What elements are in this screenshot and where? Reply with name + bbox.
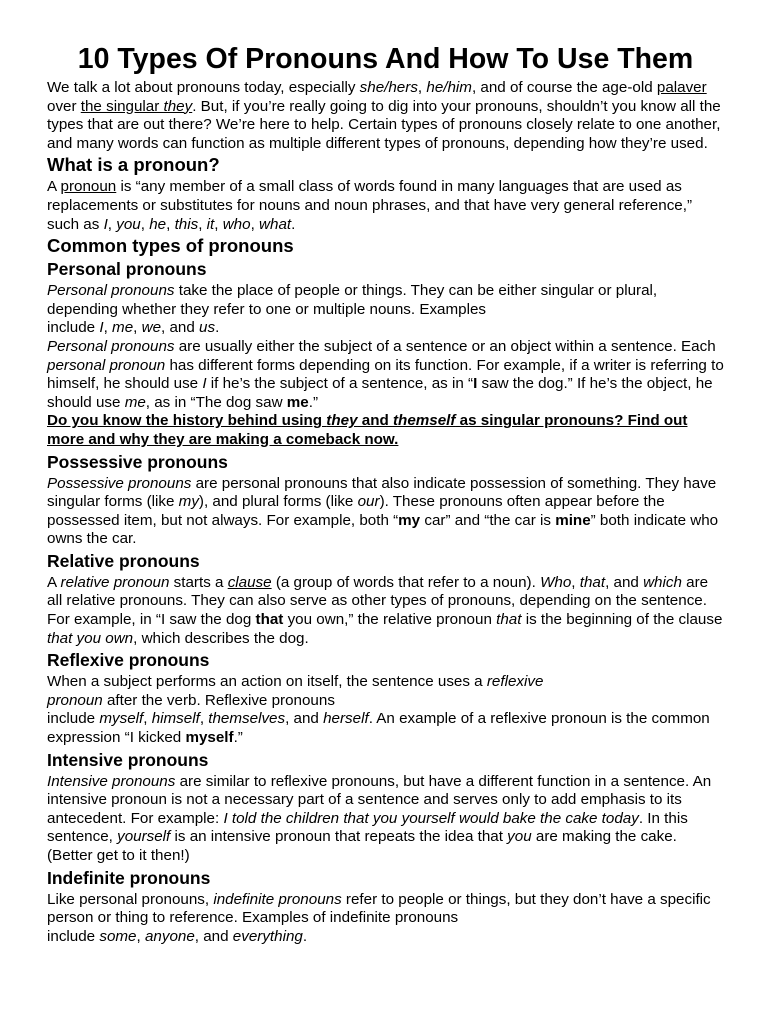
relative-heading: Relative pronouns xyxy=(47,550,200,571)
text: . xyxy=(215,319,220,337)
emphasis: herself xyxy=(323,710,369,728)
emphasis: Intensive pronouns xyxy=(47,772,176,790)
personal-heading: Personal pronouns xyxy=(47,259,207,280)
text: over xyxy=(47,97,81,115)
text: , xyxy=(198,215,207,233)
text: include xyxy=(47,927,100,945)
page-title: 10 Types Of Pronouns And How To Use Them xyxy=(77,43,694,75)
singular-they-callout-link[interactable] xyxy=(47,412,724,449)
personal-paragraph-1 xyxy=(47,282,724,338)
text: take the place of people or things. They can be either singular or plural, depending whether they refer to one or multiple nouns. Examples xyxy=(47,282,658,318)
text: are all relative pronouns. They can also serve as other types of pronouns, depending on the sentence. For example, in “I saw the dog xyxy=(47,573,709,629)
text: , and xyxy=(194,927,233,945)
emphasis: I told the children that you yourself would bake the cake today xyxy=(223,809,639,827)
text: are making the cake. (Better get to it then!) xyxy=(47,828,677,864)
text: has different forms depending on its function. For example, if a writer is referring to himself, he should use xyxy=(47,356,724,393)
intensive-paragraph xyxy=(47,773,724,866)
emphasis: yourself xyxy=(117,828,171,846)
link-text[interactable]: the singular xyxy=(80,97,164,115)
possessive-paragraph xyxy=(47,475,724,549)
emphasis: Personal pronouns xyxy=(47,282,175,300)
text: , xyxy=(571,573,580,591)
emphasis: personal pronoun xyxy=(47,356,166,374)
emphasis: he/him xyxy=(426,79,472,96)
reflexive-paragraph xyxy=(47,673,724,747)
intro-paragraph xyxy=(47,79,724,153)
emphasis: pronoun xyxy=(47,691,103,709)
emphasis: themselves xyxy=(208,710,286,728)
emphasis: us xyxy=(199,319,216,337)
bold: that xyxy=(255,611,284,629)
emphasis: which xyxy=(643,573,682,591)
text: are personal pronouns that also indicate possession of something. They have singular forms (like xyxy=(47,474,717,511)
personal-paragraph-2 xyxy=(47,338,724,412)
emphasis: our xyxy=(357,493,380,511)
emphasis: he xyxy=(149,215,167,233)
text: is “any member of a small class of words found in many languages that are used as replacements or substitutes for nouns and noun phrases, and that have very general reference,” such as xyxy=(47,178,693,233)
link-text[interactable]: Do you know the history behind using xyxy=(47,412,327,430)
text: car” and “the car is xyxy=(420,511,556,529)
text: , which describes the dog. xyxy=(133,629,309,647)
text: When a subject performs an action on itself, the sentence uses a xyxy=(47,673,487,691)
text: , and xyxy=(161,319,200,337)
emphasis: Possessive pronouns xyxy=(47,474,192,492)
text: (a group of words that refer to a noun). xyxy=(271,573,541,591)
text: ” both indicate who owns the car. xyxy=(47,511,719,548)
text: , as in “The dog saw xyxy=(145,393,287,411)
text: , xyxy=(199,710,209,728)
text: , xyxy=(417,79,427,96)
relative-paragraph xyxy=(47,574,724,648)
text: . xyxy=(302,927,308,945)
text: , and xyxy=(605,573,644,591)
what-is-paragraph xyxy=(47,178,724,234)
text: , xyxy=(214,215,223,233)
emphasis: that xyxy=(496,611,522,629)
text: A xyxy=(47,178,61,196)
emphasis: myself xyxy=(99,710,144,728)
text: . But, if you’re really going to dig into your pronouns, shouldn’t you know all the types that are out there? We’re here to help. Certain types of pronouns closely relate to one another, and many words can function as multiple different types of pronouns, depending how they’re used. xyxy=(47,97,721,152)
text: ). These pronouns often appear before the possessed item, but not always. For example, both “ xyxy=(47,493,665,529)
singular-they-link[interactable] xyxy=(81,98,192,115)
bold: mine xyxy=(555,511,591,529)
emphasis: himself xyxy=(151,710,200,728)
emphasis: we xyxy=(141,319,162,337)
emphasis: my xyxy=(178,493,199,511)
emphasis: I xyxy=(99,319,104,337)
bold: my xyxy=(398,511,421,529)
text: after the verb. Reflexive pronouns xyxy=(102,691,335,709)
emphasis: me xyxy=(124,393,146,411)
text: .” xyxy=(233,729,243,747)
emphasis: she/hers xyxy=(359,79,418,96)
text: , xyxy=(136,927,145,945)
text: are usually either the subject of a sentence or an object within a sentence. Each xyxy=(174,337,716,355)
text: , xyxy=(107,215,117,233)
text: Like personal pronouns, xyxy=(47,890,214,908)
text: refer to people or things, but they don’t have a specific person or thing to reference. Examples of indefinite pronouns xyxy=(47,890,711,927)
text: . In this sentence, xyxy=(47,809,688,846)
text: is an intensive pronoun that repeats the idea that xyxy=(170,828,508,846)
text: is the beginning of the clause xyxy=(521,611,723,629)
indefinite-paragraph xyxy=(47,891,724,947)
text: , xyxy=(133,319,142,337)
indefinite-heading: Indefinite pronouns xyxy=(47,867,211,888)
text: .” xyxy=(308,393,319,411)
text: include xyxy=(47,319,100,337)
text: , xyxy=(166,215,175,233)
bold: I xyxy=(473,375,478,393)
emphasis: me xyxy=(112,319,134,337)
emphasis: I xyxy=(103,215,108,233)
emphasis: Who xyxy=(540,573,572,591)
what-is-heading: What is a pronoun? xyxy=(47,154,220,176)
emphasis: that xyxy=(579,573,606,591)
emphasis: everything xyxy=(232,927,303,945)
pronoun-link[interactable]: pronoun xyxy=(60,178,117,196)
emphasis: some xyxy=(99,927,137,945)
text: if he’s the subject of a sentence, as in “ xyxy=(206,375,474,393)
link-text[interactable]: and xyxy=(357,412,393,430)
emphasis: that you own xyxy=(47,629,134,647)
link-emphasis[interactable]: they xyxy=(326,412,358,430)
text: , and of course the age-old xyxy=(471,79,657,96)
text: We talk a lot about pronouns today, especially xyxy=(47,79,360,96)
text: , xyxy=(140,215,150,233)
emphasis: indefinite pronouns xyxy=(213,890,342,908)
emphasis: Personal pronouns xyxy=(47,337,175,355)
link-emphasis[interactable]: clause xyxy=(227,573,272,591)
text: ), and plural forms (like xyxy=(198,493,358,511)
text: A xyxy=(47,573,61,591)
possessive-heading: Possessive pronouns xyxy=(47,451,228,472)
bold: myself xyxy=(185,729,234,747)
text: , xyxy=(250,215,260,233)
emphasis: you xyxy=(507,828,532,846)
text: saw the dog.” If he’s the object, he should use xyxy=(47,375,713,411)
emphasis: I xyxy=(202,375,207,393)
emphasis: this xyxy=(174,215,199,233)
text: . An example of a reflexive pronoun is the common expression “I kicked xyxy=(47,710,710,747)
link-emphasis[interactable]: themself xyxy=(392,412,456,430)
intensive-heading: Intensive pronouns xyxy=(47,749,209,770)
emphasis: relative pronoun xyxy=(60,573,170,591)
text: , xyxy=(143,710,152,728)
text: , and xyxy=(285,710,324,728)
emphasis: it xyxy=(206,215,215,233)
emphasis: reflexive xyxy=(486,673,544,691)
emphasis: who xyxy=(222,215,251,233)
link-emphasis[interactable]: they xyxy=(163,97,193,115)
reflexive-heading: Reflexive pronouns xyxy=(47,650,210,671)
emphasis: anyone xyxy=(144,927,195,945)
bold: me xyxy=(286,393,309,411)
clause-link[interactable] xyxy=(228,574,272,591)
emphasis: you xyxy=(116,215,141,233)
text: , xyxy=(103,319,113,337)
text: you own,” the relative pronoun xyxy=(283,611,497,629)
text: . xyxy=(291,215,296,233)
palaver-link[interactable]: palaver xyxy=(656,79,707,96)
emphasis: what xyxy=(259,215,292,233)
text: are similar to reflexive pronouns, but have a different function in a sentence. An intensive pronoun is not a necessary part of a sentence and serves only to add emphasis to its antecedent. For example: xyxy=(47,772,712,827)
link-text[interactable]: as singular pronouns? Find out more and why they are making a comeback now. xyxy=(47,412,688,448)
text: starts a xyxy=(169,573,228,591)
text: include xyxy=(47,710,100,728)
common-types-heading: Common types of pronouns xyxy=(47,235,294,257)
